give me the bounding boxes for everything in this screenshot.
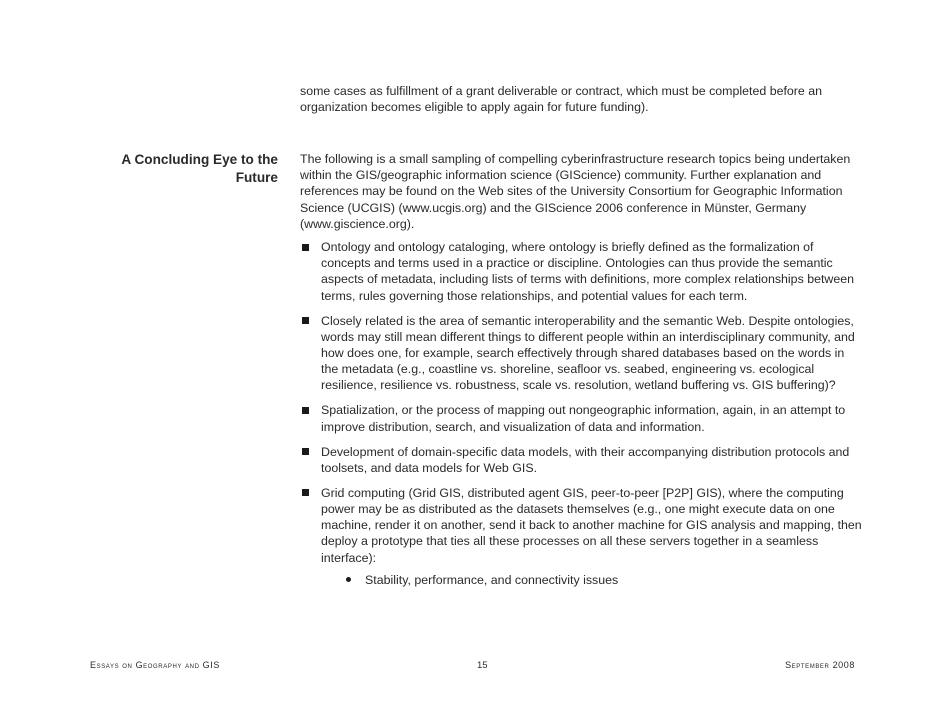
intro-paragraph: some cases as fulfillment of a grant deliverable or contract, which must be completed before an organization becomes eligible to apply again for future funding). — [300, 84, 823, 115]
bullet-text: Development of domain-specific data models, with their accompanying distribution protocols and toolsets, and data models for Web GIS. — [321, 444, 850, 475]
sub-bullet-item — [321, 572, 862, 588]
bullet-text: Closely related is the area of semantic interoperability and the semantic Web. Despite ontologies, words may still mean different things to different people within an interdisciplinary community, and how does one, for example, search effectively through shared databases based on the words in the metadata (e.g., coastline vs. shoreline, seafloor vs. seabed, engineering vs. ecological resilience, resilience vs. robustness, scale vs. resolution, wetland buffering vs. GIS buffering)? — [321, 313, 855, 393]
section-paragraph: The following is a small sampling of compelling cyberinfrastructure research topics being undertaken within the GIS/geographic information science (GIScience) community. Further explanation and references may be found on the Web sites of the University Consortium for Geographic Information Science (UCGIS) (www.ucgis.org) and the GIScience 2006 conference in Münster, Germany (www.giscience.org). — [300, 152, 851, 231]
bullet-item-ontology — [300, 239, 862, 304]
square-bullet-icon — [302, 489, 309, 496]
footer-page-number: 15 — [477, 660, 488, 671]
bullet-item-semantic-interoperability — [300, 313, 862, 394]
footer-publication-title: Essays on Geography and GIS — [90, 660, 220, 670]
section-heading: A Concluding Eye to the Future — [121, 152, 278, 185]
square-bullet-icon — [302, 317, 309, 324]
round-bullet-icon — [346, 577, 351, 582]
bullet-item-spatialization — [300, 402, 862, 434]
sub-bullet-text: Stability, performance, and connectivity issues — [365, 572, 619, 587]
bullet-text: Grid computing (Grid GIS, distributed agent GIS, peer-to-peer [P2P] GIS), where the computing power may be as distributed as the datasets themselves (e.g., one might execute data on one machine, render it on another, send it back to another machine for GIS analysis and mapping, then deploy a prototype that ties all these processes on all these servers together in a seamless interface): — [321, 485, 862, 565]
bullet-item-grid-computing — [300, 485, 862, 588]
bullet-item-data-models — [300, 444, 862, 476]
bullet-list — [300, 239, 862, 597]
square-bullet-icon — [302, 244, 309, 251]
bullet-text: Ontology and ontology cataloging, where ontology is briefly defined as the formalization of concepts and terms used in a practice or discipline. Ontologies can thus provide the semantic aspects of metadata, including lists of terms with definitions, more complex relationships between terms, rules governing those relationships, and potential values for each term. — [321, 240, 855, 303]
footer-date: September 2008 — [785, 660, 855, 670]
square-bullet-icon — [302, 407, 309, 414]
bullet-text: Spatialization, or the process of mapping out nongeographic information, again, in an attempt to improve distribution, search, and visualization of data and information. — [321, 403, 846, 434]
square-bullet-icon — [302, 448, 309, 455]
